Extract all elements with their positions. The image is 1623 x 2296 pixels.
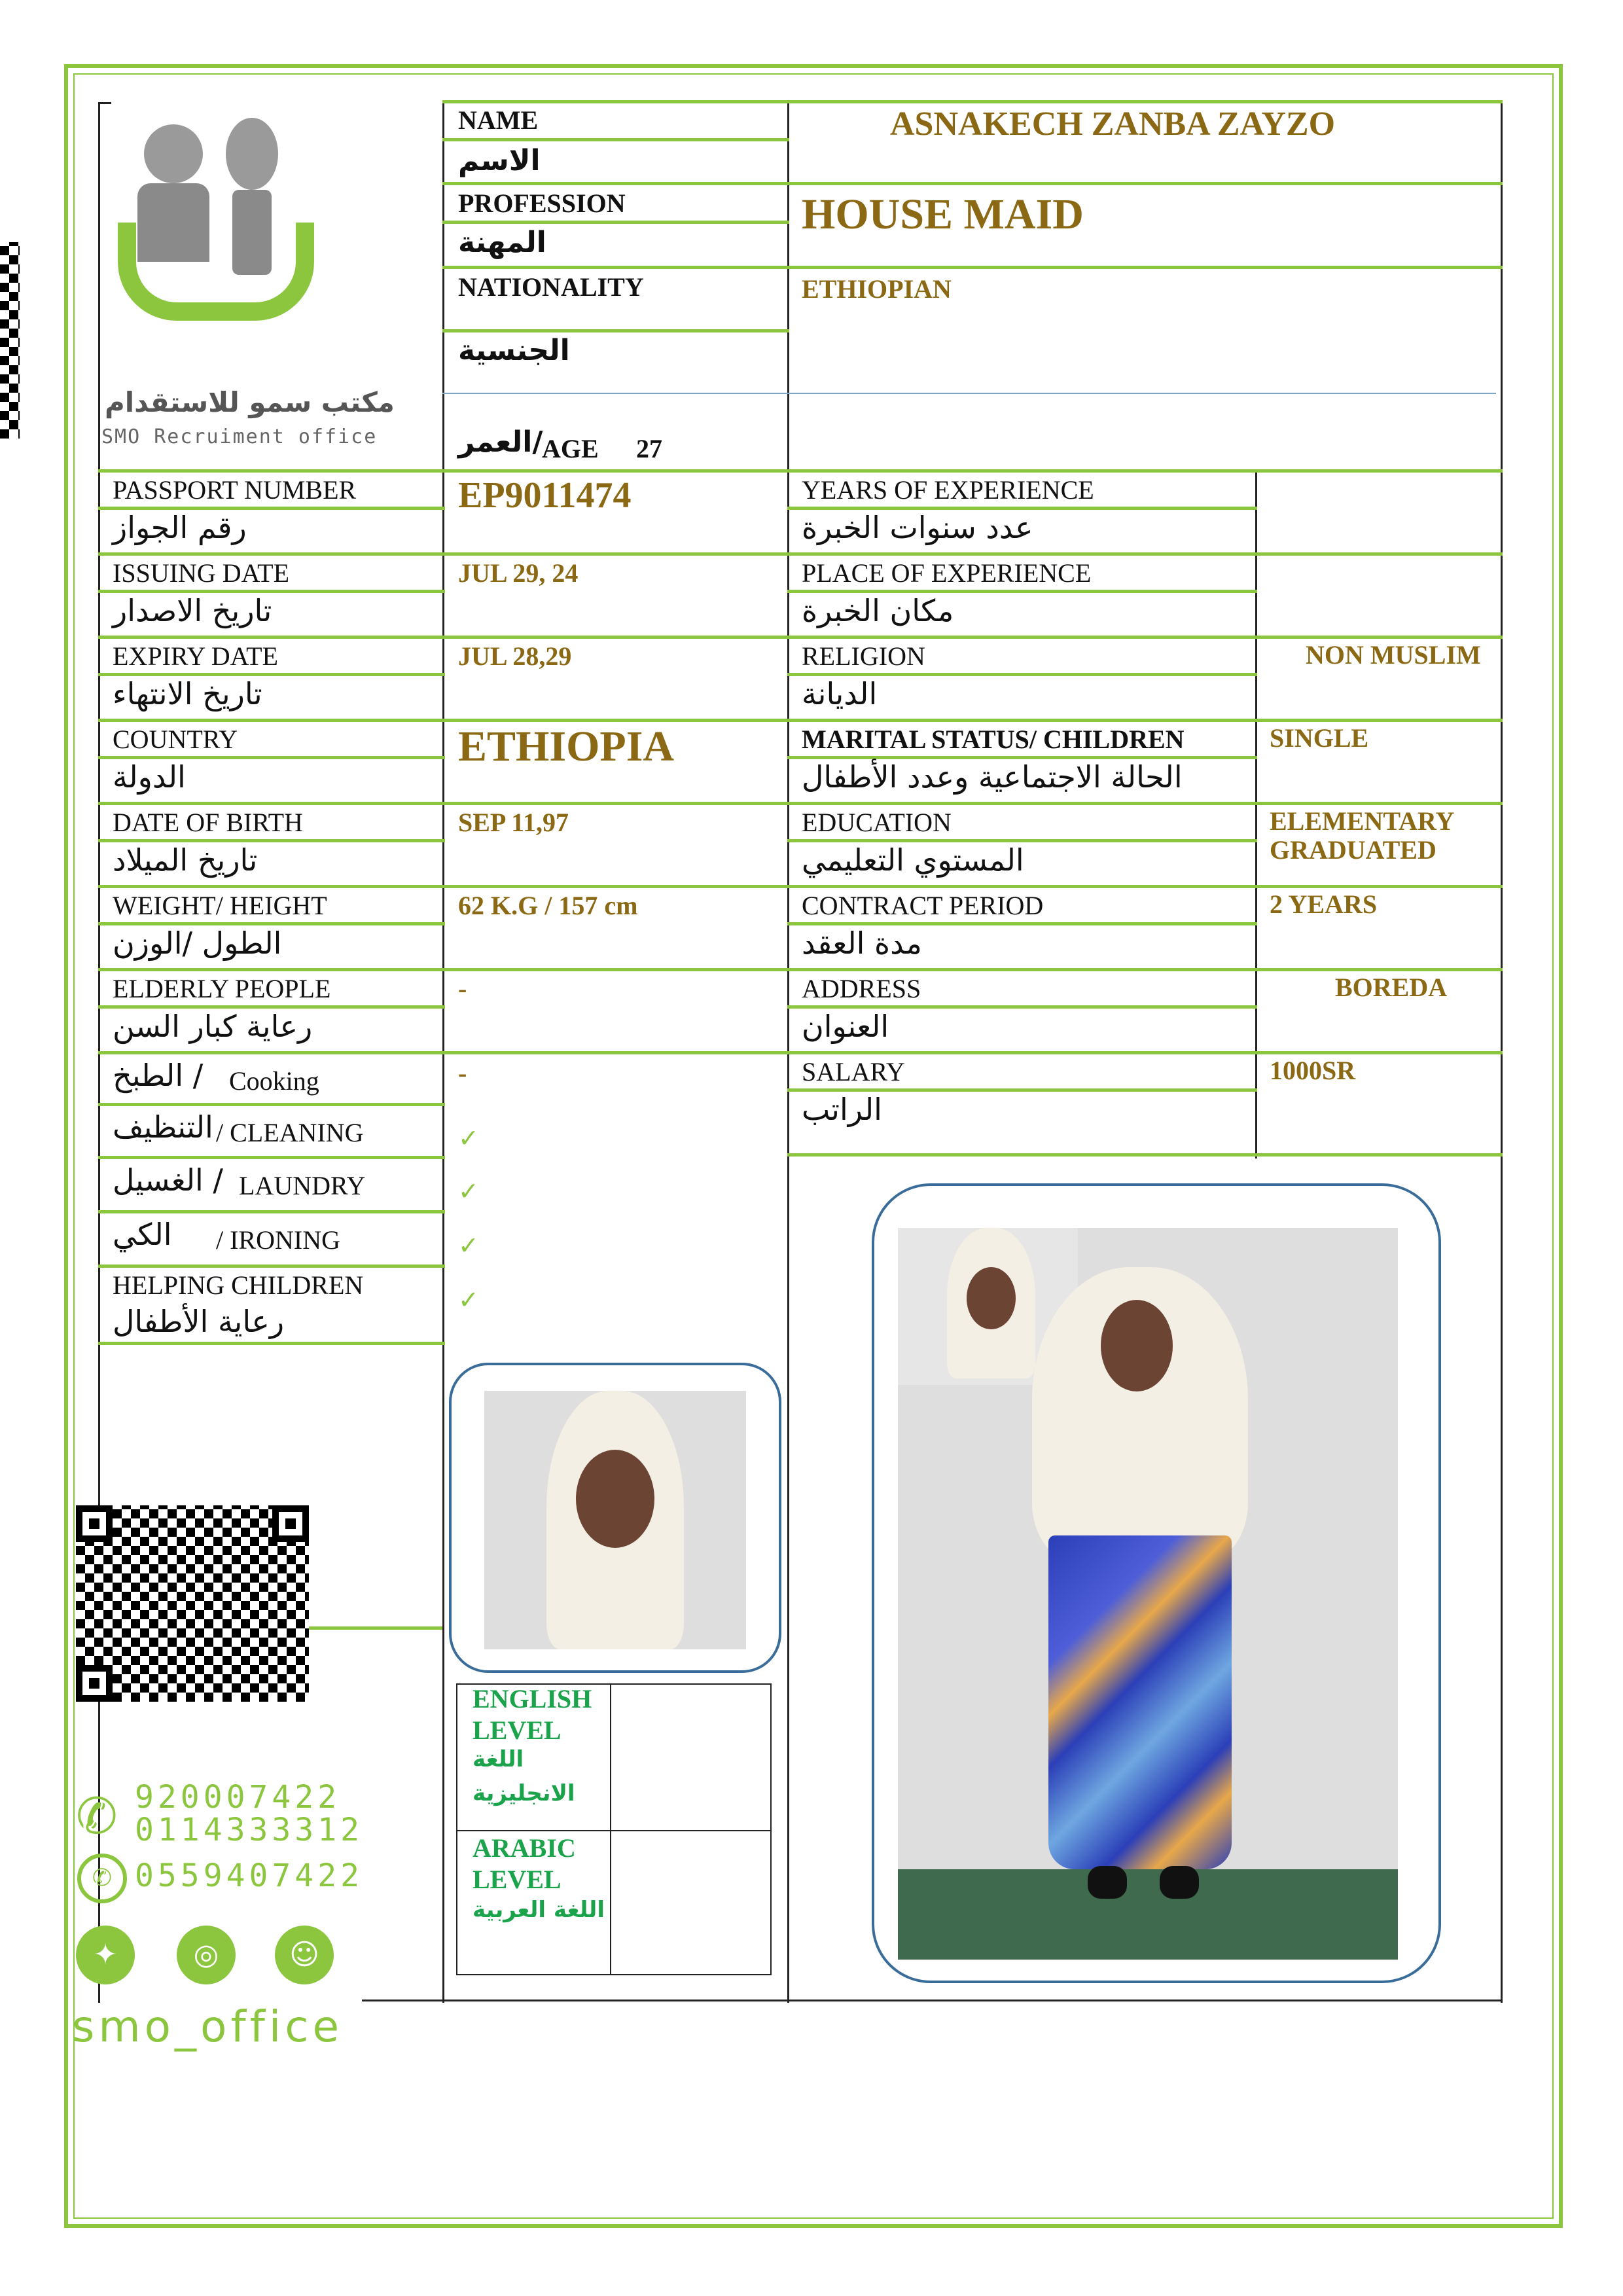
portrait-photo xyxy=(484,1391,746,1649)
age-label: AGE xyxy=(542,434,599,463)
phone-number-2: 0114333312 xyxy=(135,1812,363,1848)
header-line-profession-end xyxy=(442,266,1503,269)
side-qr-code xyxy=(0,242,20,439)
qr-corner-tr xyxy=(272,1505,309,1542)
language-table-divider xyxy=(610,1683,611,1975)
right-row-line-top xyxy=(787,552,1503,556)
nationality-label-arabic: الجنسية xyxy=(458,334,570,367)
skill-line-top xyxy=(98,1210,445,1213)
language-table-row-divider xyxy=(456,1830,772,1831)
skill-label-en: / CLEANING xyxy=(216,1118,364,1147)
header-line-name-end xyxy=(442,182,1503,185)
right-row-line-top xyxy=(787,636,1503,639)
inset-face xyxy=(967,1267,1016,1329)
skill-value: ✓ xyxy=(458,1287,479,1314)
right-row-label-ar: المستوي التعليمي xyxy=(802,842,1024,878)
profession-label-arabic: المهنة xyxy=(458,226,546,259)
skill-label-en: LAUNDRY xyxy=(239,1171,366,1200)
right-row-label-en: CONTRACT PERIOD xyxy=(802,891,1044,920)
right-row-value: 1000SR xyxy=(1270,1056,1356,1085)
right-row-label-ar: العنوان xyxy=(802,1009,889,1044)
skill-value: - xyxy=(458,1058,467,1088)
row-line-top xyxy=(98,802,789,805)
logo-shape xyxy=(118,223,314,321)
right-row-label-ar: الراتب xyxy=(802,1092,882,1127)
header-line-nationality-end xyxy=(442,393,1496,394)
phone-icon: ✆ xyxy=(76,1787,118,1845)
skill-label-ar: رعاية الأطفال xyxy=(113,1304,285,1339)
row-label-en: COUNTRY xyxy=(113,725,238,754)
contact-vline xyxy=(98,1728,100,1764)
qr-corner-tl xyxy=(76,1505,113,1542)
right-row-label-ar: مدة العقد xyxy=(802,925,922,961)
social-handle: smo_office xyxy=(72,2001,344,2052)
row-label-ar: رعاية كبار السن xyxy=(113,1009,313,1044)
logo-english-name: SMO Recruiment office xyxy=(101,425,378,448)
profession-label: PROFESSION xyxy=(458,188,626,218)
right-row-label-en: PLACE OF EXPERIENCE xyxy=(802,558,1092,588)
right-row-value: NON MUSLIM xyxy=(1306,640,1481,670)
right-row-label-ar: الحالة الاجتماعية وعدد الأطفال xyxy=(802,759,1183,795)
table-bottom-left-border xyxy=(362,2000,444,2001)
arabic-level-label-2: LEVEL xyxy=(473,1865,562,1894)
english-level-label-2: LEVEL xyxy=(473,1715,562,1745)
profession-value: HOUSE MAID xyxy=(802,190,1084,238)
header-line-profession xyxy=(442,221,789,224)
right-row-label-ar: الديانة xyxy=(802,676,878,711)
floral-dress xyxy=(1048,1535,1232,1869)
right-row-label-en: YEARS OF EXPERIENCE xyxy=(802,475,1094,505)
right-row-line-top xyxy=(787,1051,1503,1054)
row-line-top xyxy=(98,719,789,722)
row-line-top xyxy=(98,885,789,888)
row-label-en: ELDERLY PEOPLE xyxy=(113,974,331,1003)
row-label-ar: تاريخ الاصدار xyxy=(113,593,272,628)
table-bottom-border xyxy=(442,2000,1503,2001)
floor xyxy=(898,1869,1398,1960)
right-row-label-en: ADDRESS xyxy=(802,974,921,1003)
row-value: SEP 11,97 xyxy=(458,808,569,837)
row-label-ar: رقم الجواز xyxy=(113,510,247,545)
right-row-line-top xyxy=(787,802,1503,805)
row-label-ar: الطول /الوزن xyxy=(113,925,282,961)
right-row-label-ar: عدد سنوات الخبرة xyxy=(802,510,1033,545)
age-value: 27 xyxy=(636,434,662,463)
row-label-en: PASSPORT NUMBER xyxy=(113,475,357,505)
right-row-value: SINGLE xyxy=(1270,723,1369,753)
table-col-divider-3 xyxy=(1255,471,1257,1158)
skills-line-bottom xyxy=(98,1342,445,1345)
header-line-name xyxy=(442,138,789,141)
shoe-left xyxy=(1088,1866,1127,1899)
skill-value: ✓ xyxy=(458,1232,479,1260)
face xyxy=(1101,1300,1173,1391)
full-body-photo xyxy=(898,1228,1398,1960)
whatsapp-icon: ✆ xyxy=(77,1854,127,1903)
row-value: JUL 29, 24 xyxy=(458,558,579,588)
skill-label-ar: التنظيف xyxy=(113,1109,213,1145)
english-level-label-ar-1: اللغة xyxy=(473,1746,524,1772)
skill-label-ar: الكي xyxy=(113,1217,172,1252)
whatsapp-number: 0559407422 xyxy=(135,1857,363,1894)
row-label-en: ISSUING DATE xyxy=(113,558,289,588)
english-level-label-1: ENGLISH xyxy=(473,1684,592,1713)
right-row-label-en: MARITAL STATUS/ CHILDREN xyxy=(802,725,1185,754)
right-row-label-en: RELIGION xyxy=(802,641,925,671)
row-value: 62 K.G / 157 cm xyxy=(458,891,638,920)
right-row-line-top xyxy=(787,719,1503,722)
right-row-line-top xyxy=(787,968,1503,971)
row-label-ar: تاريخ الميلاد xyxy=(113,842,258,878)
skill-line-top xyxy=(98,1051,789,1054)
right-rows-line-bottom xyxy=(787,1153,1503,1157)
row-label-ar: الدولة xyxy=(113,759,186,795)
row-value: - xyxy=(458,974,467,1003)
english-level-label-ar-2: الانجليزية xyxy=(473,1780,575,1806)
shoe-right xyxy=(1160,1866,1199,1899)
header-line-top xyxy=(442,100,1503,103)
skill-label-en: Cooking xyxy=(229,1066,319,1096)
row-line-top xyxy=(98,636,789,639)
portrait-face xyxy=(576,1450,654,1548)
skill-line-top xyxy=(98,1103,445,1106)
arabic-level-label-ar: اللغة العربية xyxy=(473,1897,605,1923)
skill-line-top xyxy=(98,1156,445,1159)
skill-value: ✓ xyxy=(458,1178,479,1206)
skill-line-top xyxy=(98,1265,445,1268)
right-row-label-ar: مكان الخبرة xyxy=(802,593,954,628)
arabic-level-label-1: ARABIC xyxy=(473,1833,576,1863)
instagram-icon: ◎ xyxy=(177,1926,236,1984)
row-line-top xyxy=(98,552,789,556)
skill-label-en: / IRONING xyxy=(216,1225,340,1255)
right-row-value: ELEMENTARY GRADUATED xyxy=(1270,806,1454,865)
right-row-value: BOREDA xyxy=(1335,973,1448,1002)
name-label-arabic: الاسم xyxy=(458,144,541,177)
logo-arabic-name: مكتب سمو للاستقدام xyxy=(105,386,395,418)
row-line-top xyxy=(98,469,789,473)
logo-person-female-icon xyxy=(144,124,203,183)
qr-corner-bl xyxy=(76,1665,113,1702)
row-value: EP9011474 xyxy=(458,475,632,516)
right-row-line-top xyxy=(787,885,1503,888)
logo xyxy=(101,118,395,448)
skill-label-ar: الطبخ / xyxy=(113,1058,204,1093)
age-label-arabic: العمر/ xyxy=(458,425,543,459)
row-line-top xyxy=(98,968,789,971)
logo-person-male-icon xyxy=(226,118,278,190)
right-row-label-en: SALARY xyxy=(802,1057,905,1086)
row-label-en: WEIGHT/ HEIGHT xyxy=(113,891,327,920)
name-label: NAME xyxy=(458,105,539,135)
right-row-value: 2 YEARS xyxy=(1270,889,1378,919)
snapchat-icon: ☺ xyxy=(275,1926,334,1984)
twitter-icon: ✦ xyxy=(76,1926,135,1984)
row-label-ar: تاريخ الانتهاء xyxy=(113,676,262,711)
name-value: ASNAKECH ZANBA ZAYZO xyxy=(890,105,1336,143)
right-row-line-top xyxy=(787,469,1503,473)
nationality-label: NATIONALITY xyxy=(458,272,644,302)
right-row-label-en: EDUCATION xyxy=(802,808,952,837)
skill-label-ar: الغسيل / xyxy=(113,1162,223,1198)
table-top-tick xyxy=(98,102,111,104)
skill-label-en: HELPING CHILDREN xyxy=(113,1270,364,1300)
row-label-en: DATE OF BIRTH xyxy=(113,808,303,837)
header-line-nationality xyxy=(442,329,789,332)
phone-number-1: 920007422 xyxy=(135,1779,341,1816)
row-value: ETHIOPIA xyxy=(458,723,675,770)
row-label-en: EXPIRY DATE xyxy=(113,641,278,671)
row-value: JUL 28,29 xyxy=(458,641,572,671)
skill-value: ✓ xyxy=(458,1125,479,1153)
nationality-value: ETHIOPIAN xyxy=(802,274,952,304)
